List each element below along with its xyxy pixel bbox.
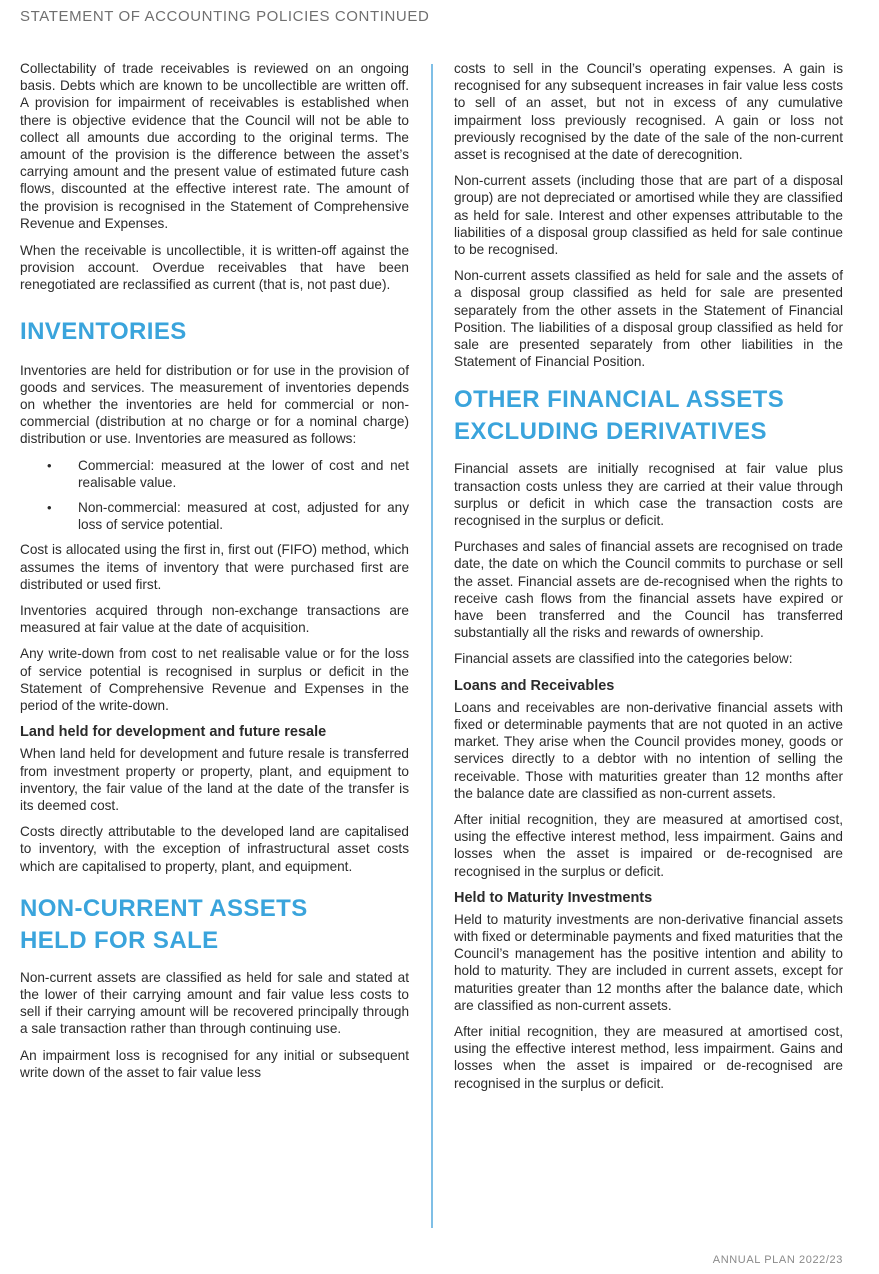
bullet-icon: •	[47, 457, 52, 473]
paragraph: Loans and receivables are non-derivative financial assets with fixed or determinable payments that are not quoted in an active market. They arise when the Council provides money, goods or services directly to a debtor with no intention of selling the receivable. Those with maturities greater than 12 months after the balance date are classified as non-current assets.	[454, 699, 843, 801]
section-heading-non-current-assets	[20, 893, 409, 957]
paragraph: Held to maturity investments are non-derivative financial assets with fixed or determinable payments and fixed maturities that the Council’s management has the positive intention and ability to hold to maturity. They are included in current assets, except for maturities greater than 12 months after the balance date, which are classified as non-current assets.	[454, 911, 843, 1013]
subheading-held-to-maturity: Held to Maturity Investments	[454, 889, 653, 906]
paragraph: Collectability of trade receivables is reviewed on an ongoing basis. Debts which are known to be uncollectible are written off. A provision for impairment of receivables is established when there is objective evidence that the Council will not be able to collect all amounts due according to the original terms. The amount of the provision is the difference between the asset’s carrying amount and the present value of estimated future cash flows, discounted at the effective interest rate. The amount of the provision is recognised in the Statement of Comprehensive Revenue and Expenses.	[20, 61, 409, 231]
paragraph: costs to sell in the Council’s operating expenses. A gain is recognised for any subsequent increases in fair value less costs to sell of an asset, but not in excess of any cumulative impairment loss previously recognised. A gain or loss not previously recognised by the date of the sale of the non-current asset is recognised at the date of derecognition.	[454, 61, 843, 163]
subheading-land-held: Land held for development and future resale	[20, 724, 327, 741]
heading-line: HELD FOR SALE	[20, 926, 219, 954]
paragraph: Non-current assets are classified as held for sale and stated at the lower of their carrying amount and fair value less costs to sell if their carrying amount will be recovered principally through a sale transaction rather than through continuing use.	[20, 969, 409, 1037]
paragraph: Inventories are held for distribution or for use in the provision of goods and services. The measurement of inventories depends on whether the inventories are held for commercial or non-commercial (distribution at no charge or for a nominal charge) distribution or use. Inventories are measured as follows:	[20, 362, 409, 447]
paragraph: Cost is allocated using the first in, first out (FIFO) method, which assumes the items of inventory that were purchased first are distributed or used first.	[20, 542, 409, 592]
bullet-list	[20, 457, 409, 534]
subheading-loans-receivables: Loans and Receivables	[454, 677, 615, 694]
list-item-text: Commercial: measured at the lower of cost and net realisable value.	[78, 457, 409, 490]
paragraph: Financial assets are classified into the categories below:	[454, 651, 793, 667]
paragraph: An impairment loss is recognised for any initial or subsequent write down of the asset to fair value less	[20, 1047, 409, 1080]
paragraph: When land held for development and future resale is transferred from investment property or property, plant, and equipment to inventory, the fair value of the land at the date of the transfer is its deemed cost.	[20, 746, 409, 813]
heading-line: EXCLUDING DERIVATIVES	[454, 418, 767, 446]
heading-line: NON-CURRENT ASSETS	[20, 894, 308, 922]
heading-line: OTHER FINANCIAL ASSETS	[454, 386, 785, 414]
paragraph: After initial recognition, they are measured at amortised cost, using the effective interest method, less impairment. Gains and losses when the asset is impaired or de-recognised are recognised in the surplus or deficit.	[454, 811, 843, 879]
paragraph: When the receivable is uncollectible, it is written-off against the provision account. Overdue receivables that have been renegotiated are reclassified as current (that is, not past due).	[20, 243, 409, 293]
list-item	[20, 499, 409, 533]
paragraph: After initial recognition, they are measured at amortised cost, using the effective interest method, less impairment. Gains and losses when the asset is impaired or de-recognised are recognised in the surplus or deficit.	[454, 1023, 843, 1091]
paragraph: Costs directly attributable to the developed land are capitalised to inventory, with the exception of infrastructural asset costs which are capitalised to property, plant, and equipment.	[20, 824, 409, 874]
list-item	[20, 457, 409, 491]
paragraph: Purchases and sales of financial assets are recognised on trade date, the date on which the Council commits to purchase or sell the asset. Financial assets are de-recognised when the rights to receive cash flows from the financial assets have expired or have been transferred and the Council has transferred substantially all the risks and rewards of ownership.	[454, 539, 843, 641]
paragraph: Any write-down from cost to net realisable value or for the loss of service potential is recognised in surplus or deficit in the Statement of Comprehensive Revenue and Expenses in the period of the write-down.	[20, 646, 409, 714]
paragraph: Non-current assets (including those that are part of a disposal group) are not depreciated or amortised while they are classified as held for sale. Interest and other expenses attributable to the liabilities of a disposal group classified as held for sale continue to be recognised.	[454, 173, 843, 258]
column-divider	[431, 64, 433, 1228]
paragraph: Non-current assets classified as held for sale and the assets of a disposal group classified as held for sale are presented separately from the other assets in the Statement of Financial Position. The liabilities of a disposal group classified as held for sale are presented separately from other liabilities in the Statement of Financial Position.	[454, 268, 843, 370]
bullet-icon: •	[47, 500, 52, 516]
page-header: STATEMENT OF ACCOUNTING POLICIES CONTINUED	[20, 8, 430, 25]
section-heading-other-financial-assets	[454, 384, 843, 448]
paragraph: Inventories acquired through non-exchange transactions are measured at fair value at the date of acquisition.	[20, 603, 409, 636]
left-column	[20, 60, 409, 1090]
paragraph: Financial assets are initially recognised at fair value plus transaction costs unless they are carried at their value through surplus or deficit in which case the transaction costs are recognised in the surplus or deficit.	[454, 461, 843, 529]
list-item-text: Non-commercial: measured at cost, adjusted for any loss of service potential.	[78, 500, 409, 533]
right-column	[454, 60, 843, 1101]
page-footer: ANNUAL PLAN 2022/23	[712, 1254, 843, 1266]
section-heading-inventories: INVENTORIES	[20, 317, 187, 345]
